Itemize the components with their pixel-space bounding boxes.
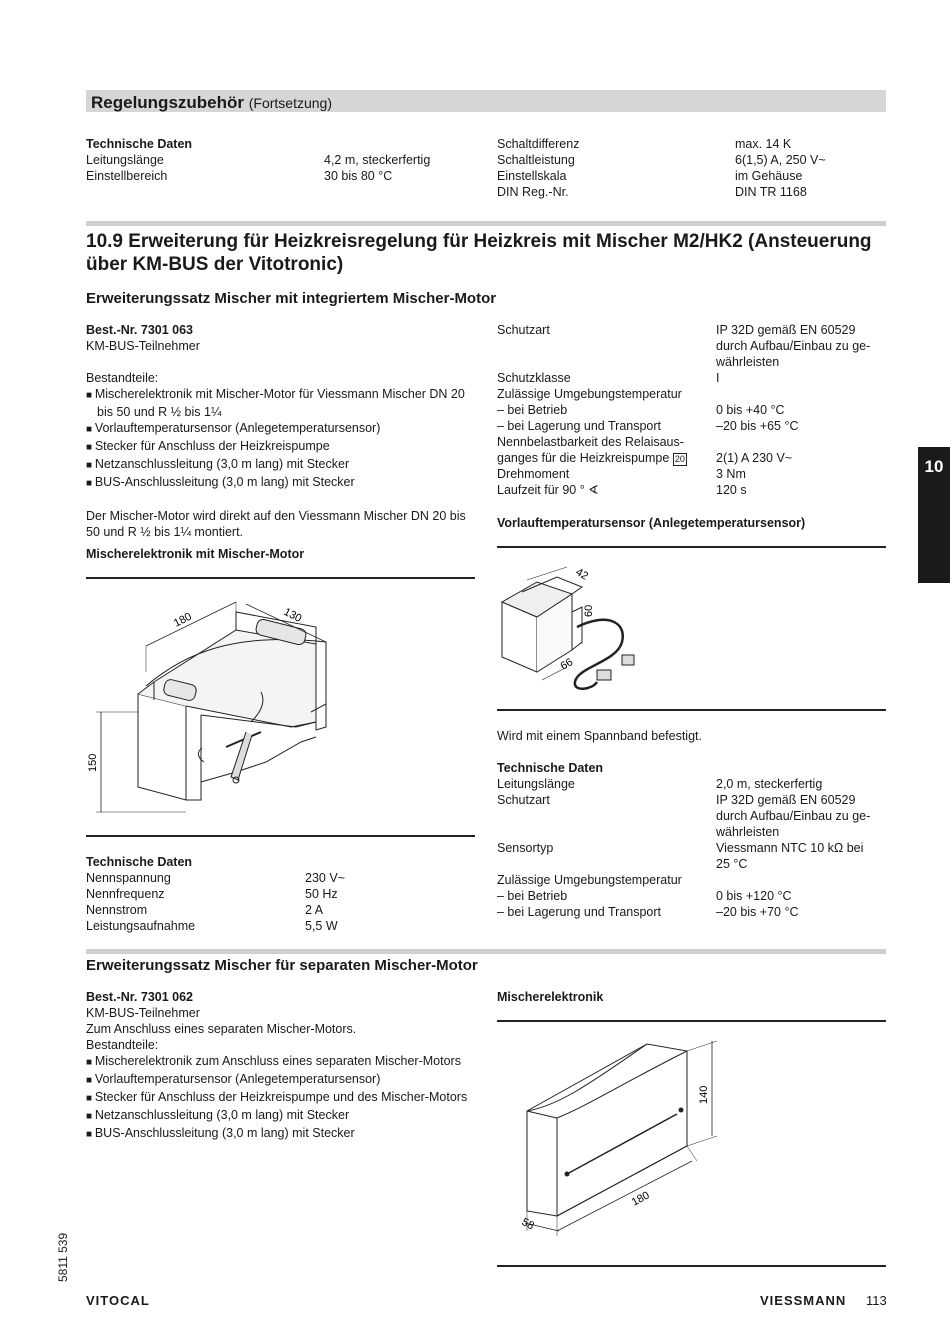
sensor-drawing xyxy=(497,552,886,707)
page-header-title: Regelungszubehör (Fortsetzung) xyxy=(91,93,332,112)
list-item: ■ Stecker für Anschluss der Heizkreispumpe und des Mischer-Motors xyxy=(86,1089,486,1107)
kit1-right-tech-data xyxy=(497,322,871,498)
kit1-participant: KM-BUS-Teilnehmer xyxy=(86,339,200,353)
figure-rule xyxy=(86,835,475,837)
kit2-description xyxy=(86,989,486,1143)
table-row: durch Aufbau/Einbau zu ge- xyxy=(716,809,871,823)
top-left-tech-data xyxy=(86,136,431,184)
figure-rule xyxy=(497,546,886,548)
figure-rule xyxy=(86,577,475,579)
sensor-tech-data xyxy=(497,760,871,920)
list-item: ■ BUS-Anschlussleitung (3,0 m lang) mit Stecker xyxy=(86,474,478,492)
mixer-electronics-drawing xyxy=(497,1026,886,1264)
dimension-label: 140 xyxy=(698,1085,710,1104)
dimension-label: 66 xyxy=(558,656,576,673)
list-item: ■ Vorlauftemperatursensor (Anlegetemperatursensor) xyxy=(86,420,478,438)
table-row: Schaltdifferenz max. 14 K xyxy=(497,137,792,151)
kit1-note: Der Mischer-Motor wird direkt auf den Viessmann Mischer DN 20 bis 50 und R ½ bis 1¼ montiert. xyxy=(86,509,466,539)
top-left-heading: Technische Daten xyxy=(86,137,193,151)
dimension-label: 150 xyxy=(87,753,99,772)
table-row: Drehmoment 3 Nm xyxy=(497,467,746,481)
dimension-label: 58 xyxy=(519,1216,537,1233)
dimension-label: 180 xyxy=(171,610,194,630)
figure-rule xyxy=(497,1265,886,1267)
list-item: ■ Netzanschlussleitung (3,0 m lang) mit Stecker xyxy=(86,1107,486,1125)
table-row: ganges für die Heizkreispumpe 20 2(1) A 230 V~ xyxy=(497,451,793,465)
figure-rule xyxy=(497,1020,886,1022)
table-row: Nennfrequenz 50 Hz xyxy=(86,887,338,901)
chapter-tab[interactable]: 10 xyxy=(918,447,950,583)
table-row: Schaltleistung 6(1,5) A, 250 V~ xyxy=(497,153,826,167)
kit2-title: Erweiterungssatz Mischer für separaten Mischer-Motor xyxy=(86,957,478,974)
top-right-tech-data xyxy=(497,136,826,200)
table-row: – bei Betrieb 0 bis +40 °C xyxy=(497,403,785,417)
table-row: Schutzart IP 32D gemäß EN 60529 xyxy=(497,793,856,807)
kit1-title: Erweiterungssatz Mischer mit integriertem Mischer-Motor xyxy=(86,290,497,307)
kit1-components-label: Bestandteile: xyxy=(86,371,159,385)
table-row: – bei Betrieb 0 bis +120 °C xyxy=(497,889,792,903)
table-row: währleisten xyxy=(716,355,780,369)
table-row: währleisten xyxy=(716,825,780,839)
table-row: Einstellbereich 30 bis 80 °C xyxy=(86,169,393,183)
viessmann-logo: VIESSMANN xyxy=(760,1293,847,1308)
table-row: – bei Lagerung und Transport –20 bis +65 °C xyxy=(497,419,799,433)
table-row: 25 °C xyxy=(716,857,748,871)
page-header-subtitle: (Fortsetzung) xyxy=(248,95,332,111)
list-item: ■ Mischerelektronik mit Mischer-Motor für Viessmann Mischer DN 20 bis 50 und R ½ bis 1¼ xyxy=(86,386,478,420)
table-row: Leitungslänge 2,0 m, steckerfertig xyxy=(497,777,823,791)
kit2-figure-title: Mischerelektronik xyxy=(497,990,604,1004)
kit2-components-list xyxy=(86,1053,486,1143)
figure-rule xyxy=(497,709,886,711)
kit1-tech-data xyxy=(86,854,345,934)
table-row: Nennstrom 2 A xyxy=(86,903,324,917)
document-number: 5811 539 xyxy=(56,1232,70,1282)
list-item: ■ Vorlauftemperatursensor (Anlegetemperatursensor) xyxy=(86,1071,486,1089)
section-divider xyxy=(86,221,886,226)
dimension-label: 130 xyxy=(281,605,304,626)
dimension-label: 42 xyxy=(573,566,591,583)
sensor-title: Vorlauftemperatursensor (Anlegetemperatursensor) xyxy=(497,516,806,530)
list-item: ■ Stecker für Anschluss der Heizkreispumpe xyxy=(86,438,478,456)
table-row: Nennspannung 230 V~ xyxy=(86,871,345,885)
kit2-components-label: Bestandteile: xyxy=(86,1038,159,1052)
table-row: Laufzeit für 90 ° ∢ 120 s xyxy=(497,483,747,497)
table-row: durch Aufbau/Einbau zu ge- xyxy=(716,339,871,353)
sensor-tech-heading: Technische Daten xyxy=(497,761,604,775)
reference-number-box: 20 xyxy=(674,454,685,464)
list-item: ■ BUS-Anschlussleitung (3,0 m lang) mit Stecker xyxy=(86,1125,486,1143)
section-title: 10.9 Erweiterung für Heizkreisregelung für Heizkreis mit Mischer M2/HK2 (Ansteuerung über KM-BUS der Vitotronic) xyxy=(86,231,872,275)
list-item: ■ Mischerelektronik zum Anschluss eines separaten Mischer-Motors xyxy=(86,1053,486,1071)
vitocal-logo: VITOCAL xyxy=(86,1293,150,1308)
section-divider xyxy=(86,949,886,954)
table-row: Sensortyp Viessmann NTC 10 kΩ bei xyxy=(497,841,864,855)
table-row: DIN Reg.-Nr. DIN TR 1168 xyxy=(497,185,807,199)
kit1-description xyxy=(86,322,478,540)
table-row: Schutzklasse I xyxy=(497,371,720,385)
kit2-purpose: Zum Anschluss eines separaten Mischer-Motors. xyxy=(86,1022,357,1036)
page-header-bar xyxy=(86,90,886,112)
kit1-components-list xyxy=(86,386,478,492)
table-row: – bei Lagerung und Transport –20 bis +70 °C xyxy=(497,905,799,919)
sensor-note: Wird mit einem Spannband befestigt. xyxy=(497,729,702,743)
mixer-motor-drawing xyxy=(86,582,475,834)
table-row: Zulässige Umgebungstemperatur xyxy=(497,873,682,887)
table-row: Schutzart IP 32D gemäß EN 60529 xyxy=(497,323,856,337)
page-number: 113 xyxy=(866,1293,887,1308)
dimension-label: 60 xyxy=(583,604,595,617)
kit2-order-number: Best.-Nr. 7301 062 xyxy=(86,990,194,1004)
table-row: Leitungslänge 4,2 m, steckerfertig xyxy=(86,153,431,167)
table-row: Zulässige Umgebungstemperatur xyxy=(497,387,682,401)
list-item: ■ Netzanschlussleitung (3,0 m lang) mit Stecker xyxy=(86,456,478,474)
table-row: Leistungsaufnahme 5,5 W xyxy=(86,919,338,933)
kit1-figure-title: Mischerelektronik mit Mischer-Motor xyxy=(86,547,305,561)
kit2-participant: KM-BUS-Teilnehmer xyxy=(86,1006,200,1020)
kit1-order-number: Best.-Nr. 7301 063 xyxy=(86,323,194,337)
table-row: Einstellskala im Gehäuse xyxy=(497,169,803,183)
table-row: Nennbelastbarkeit des Relaisaus- xyxy=(497,435,684,449)
kit1-tech-heading: Technische Daten xyxy=(86,855,193,869)
dimension-label: 180 xyxy=(629,1189,652,1209)
